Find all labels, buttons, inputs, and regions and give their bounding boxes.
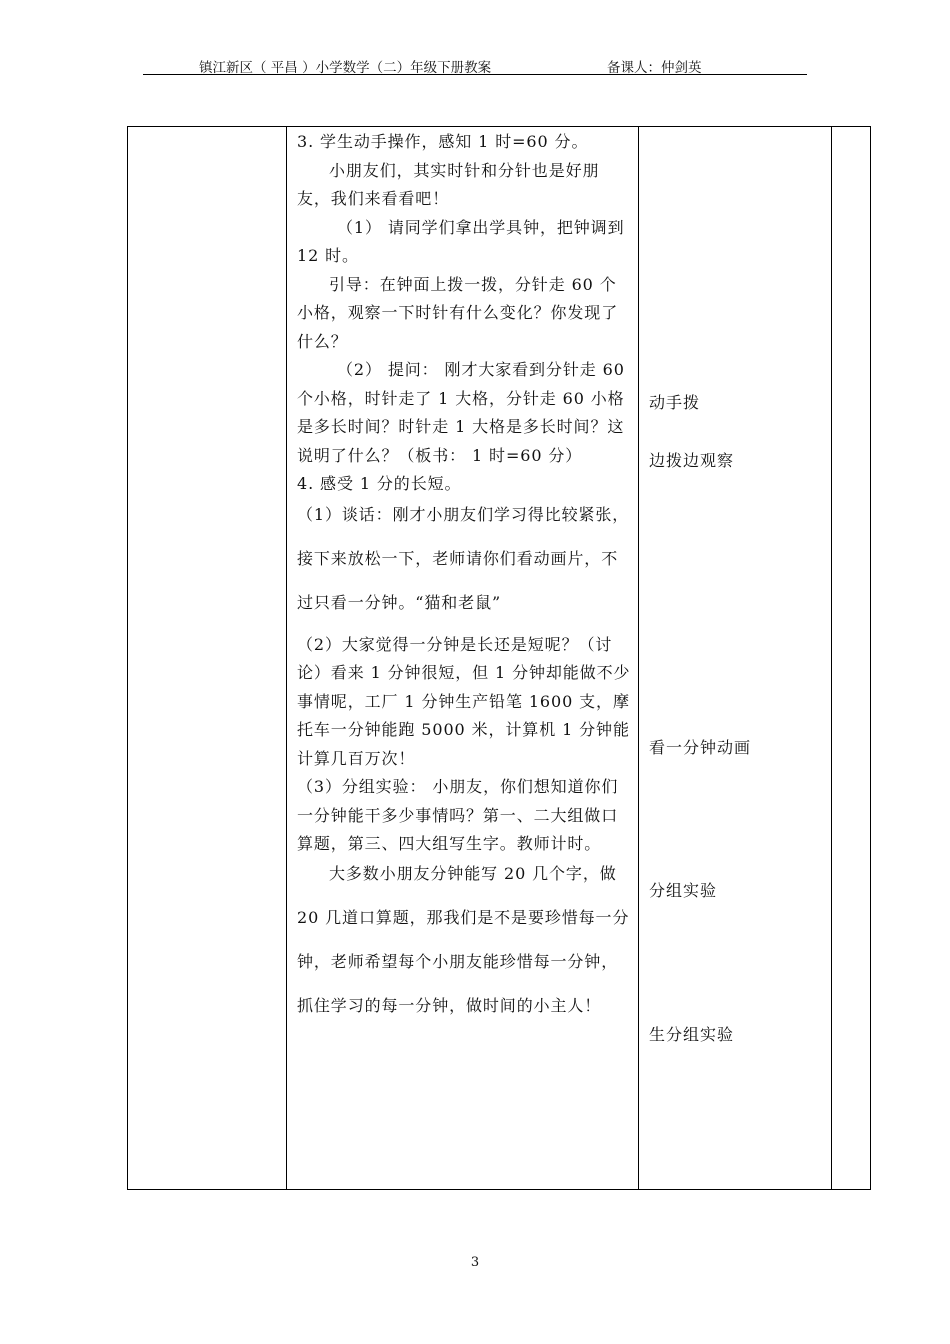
note-student-experiment: 生分组实验: [649, 1025, 735, 1044]
step-3-heading: 3. 学生动手操作，感知 1 时=60 分。: [297, 132, 589, 151]
paragraph-experiment: （3）分组实验： 小朋友，你们想知道你们一分钟能干多少事情吗？第一、二大组做口算题，第三、四大组写生字。教师计时。: [297, 777, 619, 853]
paragraph-set-clock: （1） 请同学们拿出学具钟，把钟调到 12 时。: [297, 217, 625, 265]
column-divider-1: [286, 127, 287, 1189]
teaching-process-cell: [297, 128, 633, 1028]
note-watch-animation: 看一分钟动画: [649, 738, 752, 757]
header-author: 备课人：仲剑英: [607, 60, 702, 76]
note-observe: 边拨边观察: [649, 451, 735, 470]
note-hands-on: 动手拨: [649, 393, 701, 412]
header-title: 镇江新区（ 平昌 ）小学数学（二）年级下册教案: [199, 60, 492, 76]
column-divider-2: [638, 127, 639, 1189]
paragraph-question: （2） 提问： 刚才大家看到分针走 60 个小格，时针走了 1 大格，分针走 60 小格是多长时间？时针走 1 大格是多长时间？这说明了什么？（板书： 1 时=60 分）: [297, 360, 625, 465]
note-group-experiment: 分组实验: [649, 881, 718, 900]
paragraph-conclusion: 大多数小朋友分钟能写 20 几个字，做 20 几道口算题，那我们是不是要珍惜每一分钟，老师希望每个小朋友能珍惜每一分钟，抓住学习的每一分钟，做时间的小主人！: [297, 863, 630, 1015]
column-divider-3: [831, 127, 832, 1189]
paragraph-discussion: （2）大家觉得一分钟是长还是短呢？（讨论）看来 1 分钟很短，但 1 分钟却能做不少事情呢，工厂 1 分钟生产铅笔 1600 支，摩托车一分钟能跑 5000 米，计算机 1 分钟能计算几百万次！: [297, 634, 631, 768]
step-4-heading: 4. 感受 1 分的长短。: [297, 474, 462, 493]
paragraph-guide: 引导：在钟面上拨一拨，分针走 60 个小格，观察一下时针有什么变化？你发现了什么？: [297, 274, 619, 351]
paragraph-talk: （1）谈话：刚才小朋友们学习得比较紧张，接下来放松一下，老师请你们看动画片，不过只看一分钟。“猫和老鼠”: [297, 504, 630, 612]
page-number: 3: [470, 1255, 480, 1270]
paragraph-intro: 小朋友们，其实时针和分针也是好朋友，我们来看看吧！: [297, 160, 600, 208]
page-header: [143, 56, 807, 75]
